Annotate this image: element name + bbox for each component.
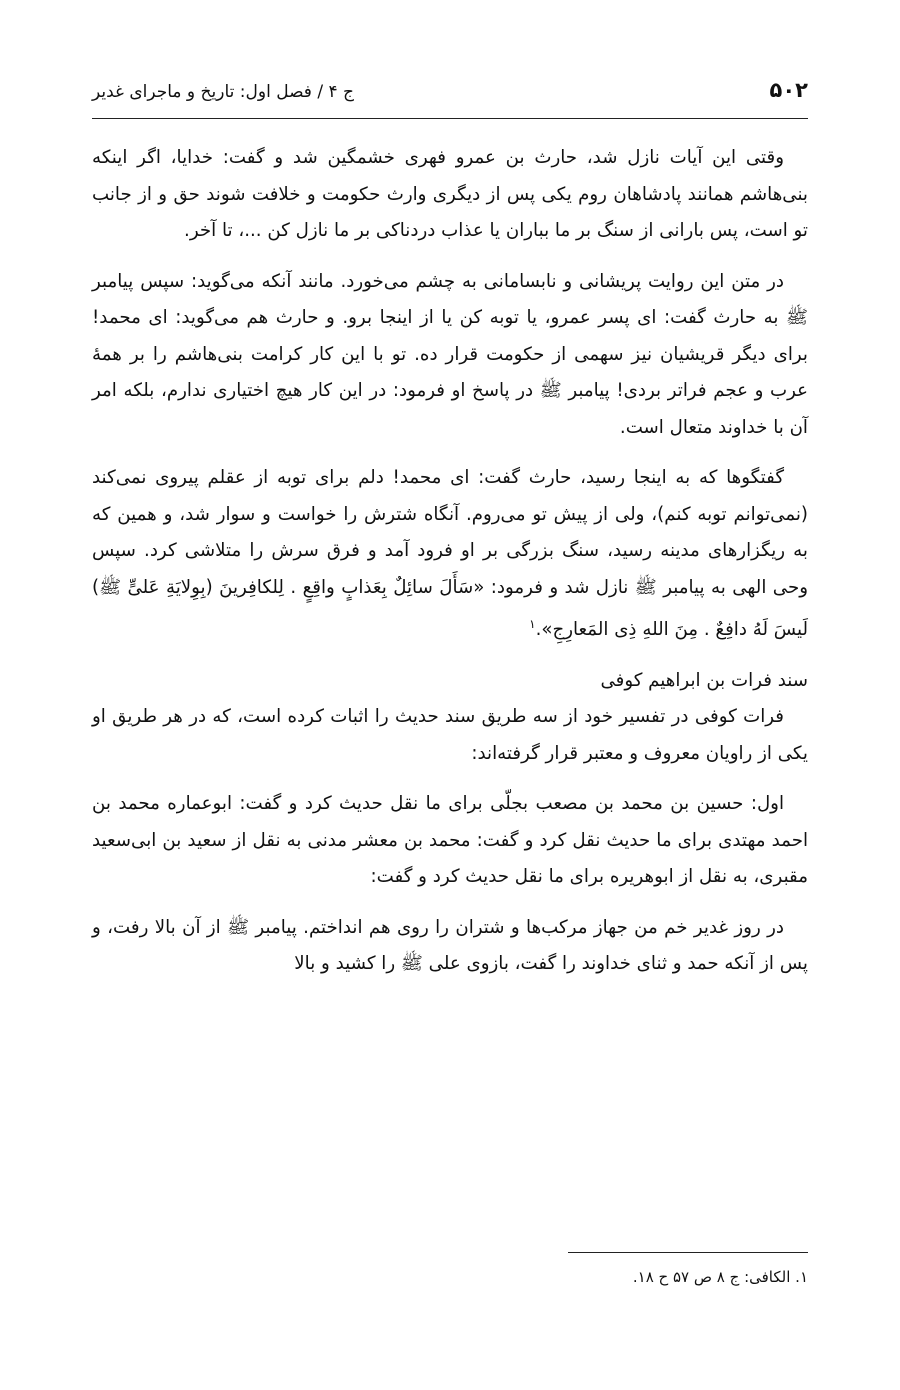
running-head: ج ۴ / فصل اول: تاریخ و ماجرای غدیر: [92, 82, 355, 102]
paragraph-1: وقتی این آیات نازل شد، حارث بن عمرو فهری خشمگین شد و گفت: خدایا، اگر اینکه بنی‌هاشم همانند پادشاهان روم یکی پس از دیگری وارث حکومت و خلافت شوند حق و از جانب تو است، پس بارانی از سنگ بر ما بباران یا عذاب دردناکی بر ما نازل کن ...، تا آخر.: [92, 147, 808, 241]
header-rule: [92, 118, 808, 119]
page-header: [92, 78, 808, 114]
footnote-rule: [568, 1252, 808, 1253]
footnote-mark: ۱: [529, 617, 536, 631]
body-text: [92, 140, 808, 997]
paragraph-5: اول: حسین بن محمد بن مصعب بجلّی برای ما نقل حدیث کرد و گفت: ابوعماره محمد بن احمد مهتدی برای ما حدیث نقل کرد و گفت: محمد بن معشر مدنی به نقل از سعید بن ابی‌سعید مقبری، به نقل از ابوهریره برای ما نقل حدیث کرد و گفت:: [92, 793, 808, 888]
book-page: [92, 0, 808, 1390]
section-title: سند فرات بن ابراهیم کوفی: [600, 669, 808, 691]
paragraph-3-text: گفتگوها که به اینجا رسید، حارث گفت: ای محمد! دلم برای توبه از عقلم پیروی نمی‌کند (نمی‌توانم توبه کنم)، ولی از پیش تو می‌روم. آنگاه شترش را خواست و سوار شد، و همین که به ریگزارهای مدینه رسید، سنگ بزرگی بر او فرود آمد و فرق سرش را متلاشی کرد. سپس وحی الهی به پیامبر ﷺ نازل شد و فرمود: «سَأَلَ سائِلٌ بِعَذابٍ واقِعٍ . لِلکافِرینَ (بِوِلایَةِ عَلیٍّ ﷺ) لَیسَ لَهُ دافِعٌ . مِنَ اللهِ ذِی المَعارِجِ».: [92, 467, 808, 641]
footnote: ۱. الکافی: ج ۸ ص ۵۷ ح ۱۸.: [632, 1268, 808, 1286]
paragraph-4: فرات کوفی در تفسیر خود از سه طریق سند حدیث را اثبات کرده است، که در هر طریق او یکی از راویان معروف و معتبر قرار گرفته‌اند:: [92, 706, 808, 764]
page-number: ۵۰۲: [769, 78, 808, 102]
paragraph-3: [92, 460, 808, 649]
paragraph-6: در روز غدیر خم من جهاز مرکب‌ها و شتران را روی هم انداختم. پیامبر ﷺ از آن بالا رفت، و پس از آنکه حمد و ثنای خداوند را گفت، بازوی علی ﷺ را کشید و بالا: [92, 916, 808, 975]
paragraph-2: در متن این روایت پریشانی و نابسامانی به چشم می‌خورد. مانند آنکه می‌گوید: سپس پیامبر ﷺ به حارث گفت: ای پسر عمرو، یا توبه کن یا از اینجا برو. و حارث هم می‌گوید: ای محمد! برای دیگر قریشیان نیز سهمی از حکومت قرار ده. تو با این کار کرامت بنی‌هاشم را بر همهٔ عرب و عجم فراتر بردی! پیامبر ﷺ در پاسخ او فرمود: در این کار هیچ اختیاری ندارم، بلکه امر آن با خداوند متعال است.: [92, 270, 808, 438]
